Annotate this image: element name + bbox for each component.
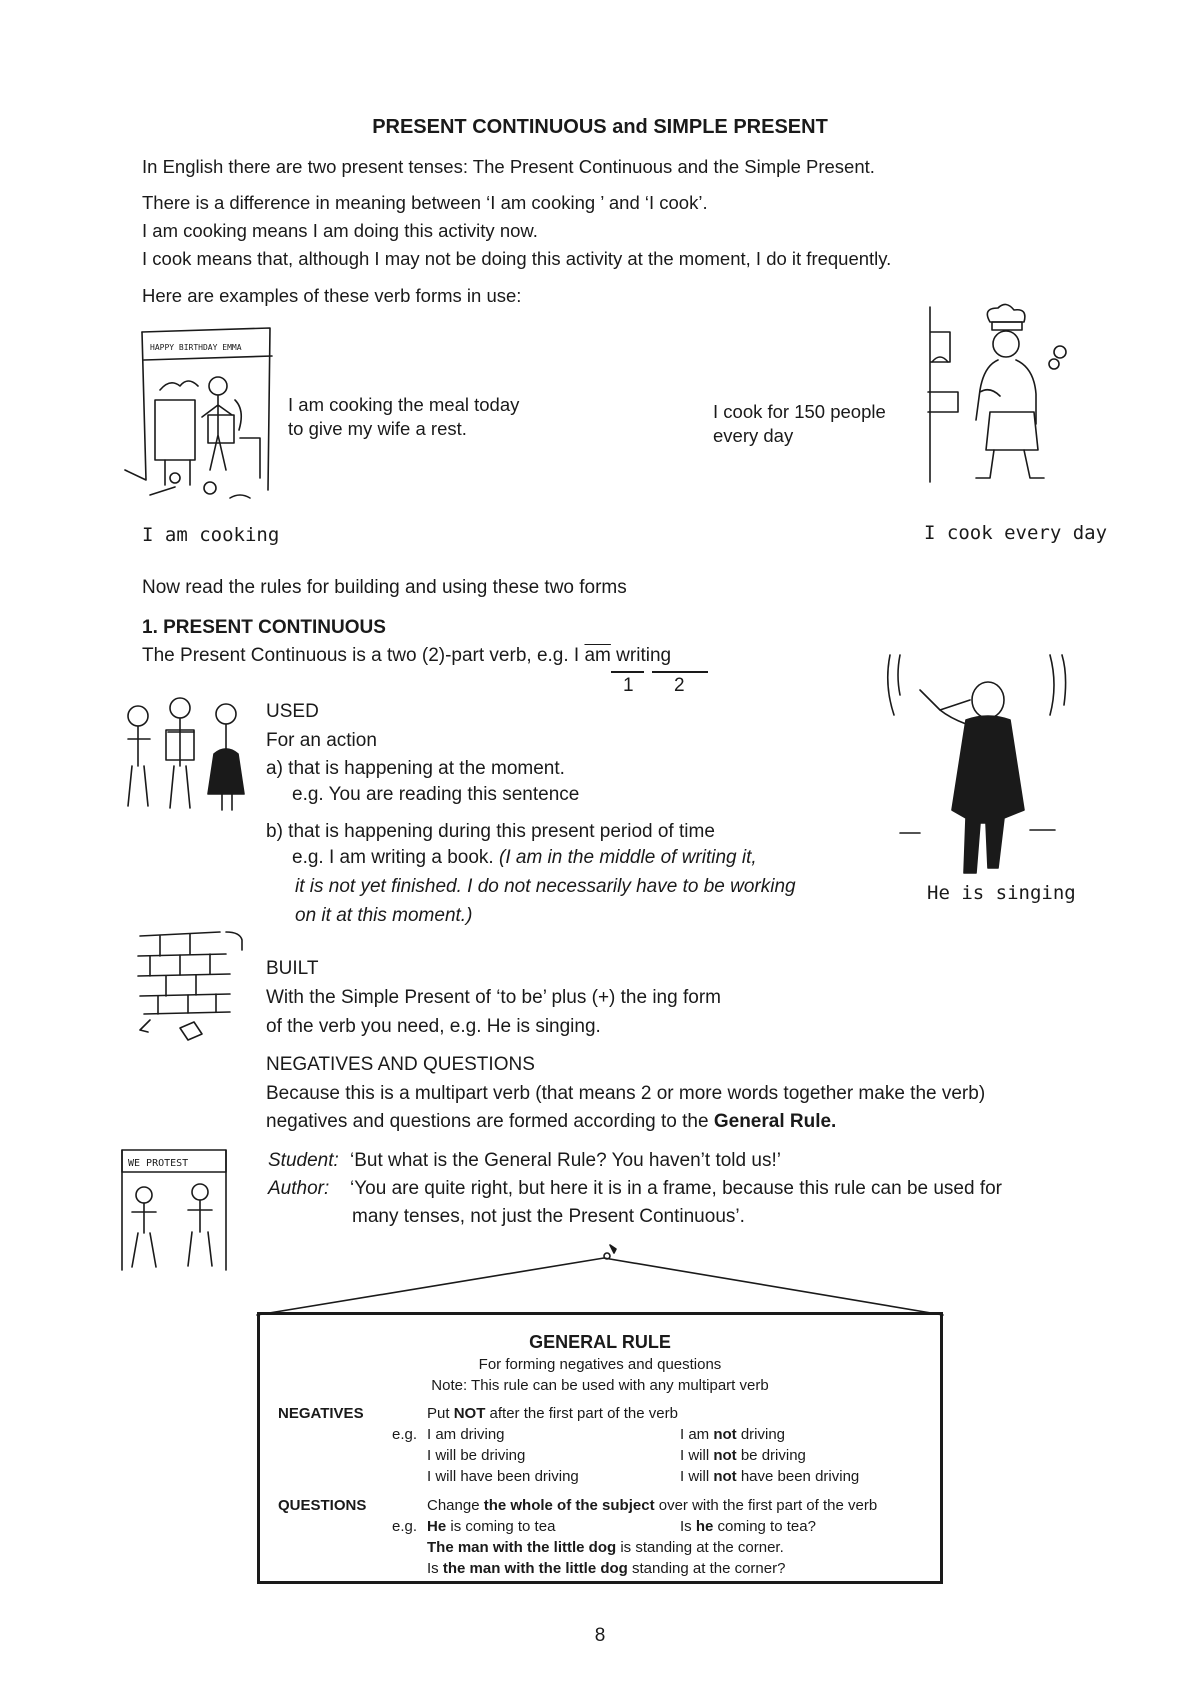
birthday-banner-text: HAPPY BIRTHDAY EMMA xyxy=(150,343,242,352)
intro-line-4: I cook means that, although I may not be doing this activity at the moment, I do it frequently. xyxy=(142,248,892,269)
neg-post: have been driving xyxy=(736,1468,860,1485)
neg-bold: not xyxy=(713,1468,737,1485)
intro-line-1: In English there are two present tenses: The Present Continuous and the Simple Present. xyxy=(142,156,875,177)
q-example-2 xyxy=(427,1538,784,1558)
q-example-1-rest: is coming to tea xyxy=(446,1518,556,1535)
intro-line-3: I am cooking means I am doing this activity now. xyxy=(142,220,538,241)
page-title: PRESENT CONTINUOUS and SIMPLE PRESENT xyxy=(372,116,828,138)
general-rule-subtitle: For forming negatives and questions xyxy=(478,1356,722,1373)
negatives-rule xyxy=(427,1404,678,1424)
neg-example-2-negated xyxy=(680,1446,806,1466)
neg-example-1-negated xyxy=(680,1425,785,1445)
neg-bold: not xyxy=(713,1447,737,1464)
neg-pre: I will xyxy=(680,1468,714,1485)
part-1-number: 1 xyxy=(623,675,634,696)
q-bold: the man with the little dog xyxy=(442,1560,628,1577)
singing-caption: He is singing xyxy=(927,882,1076,904)
questions-eg: e.g. xyxy=(392,1518,418,1535)
rules-intro: Now read the rules for building and using these two forms xyxy=(142,577,627,598)
negatives-rule-bold: NOT xyxy=(453,1405,486,1422)
used-heading: USED xyxy=(266,701,319,722)
used-intro: For an action xyxy=(266,730,377,751)
used-b-italic-3: on it at this moment.) xyxy=(295,905,473,926)
neg-example-3: I will have been driving xyxy=(427,1468,579,1485)
questions-rule-pre: Change xyxy=(427,1497,484,1514)
general-rule-reference: General Rule. xyxy=(713,1111,837,1132)
general-rule-title: GENERAL RULE xyxy=(529,1332,671,1352)
used-a-example: e.g. You are reading this sentence xyxy=(292,784,580,805)
used-b: b) that is happening during this present period of time xyxy=(266,821,715,842)
cooking-speech-2: to give my wife a rest. xyxy=(288,418,467,439)
author-text-2: many tenses, not just the Present Continuous’. xyxy=(352,1206,745,1227)
q-post: standing at the corner? xyxy=(627,1560,786,1577)
cook-speech-1: I cook for 150 people xyxy=(713,401,886,422)
part-2-number: 2 xyxy=(674,675,685,696)
used-b-italic-2: it is not yet finished. I do not necessarily have to be working xyxy=(295,876,796,897)
q-example-2-bold: The man with the little dog xyxy=(427,1539,617,1556)
nq-line-1: Because this is a multipart verb (that means 2 or more words together make the verb) xyxy=(266,1083,986,1104)
negatives-rule-post: after the first part of the verb xyxy=(485,1405,678,1422)
definition-prefix: The Present Continuous is a two (2)-part verb, e.g. I xyxy=(142,645,585,666)
section-heading: 1. PRESENT CONTINUOUS xyxy=(142,617,386,638)
definition-part-1: $\overline{am}$ xyxy=(584,645,611,666)
author-label: Author: xyxy=(268,1178,330,1199)
author-text-1: ‘You are quite right, but here it is in a frame, because this rule can be used for xyxy=(350,1178,1003,1199)
definition-part-2: writing xyxy=(616,645,672,666)
q-post: coming to tea? xyxy=(713,1518,816,1535)
neg-pre: I will xyxy=(680,1447,714,1464)
built-line-1: With the Simple Present of ‘to be’ plus (+) the ing form xyxy=(266,987,721,1008)
cook-speech-2: every day xyxy=(713,425,794,446)
negatives-eg: e.g. xyxy=(392,1426,418,1443)
neg-example-3-negated xyxy=(680,1467,859,1487)
used-b-example: e.g. I am writing a book. xyxy=(292,847,499,868)
used-a: a) that is happening at the moment. xyxy=(266,758,565,779)
questions-rule xyxy=(427,1496,877,1516)
intro-line-5: Here are examples of these verb forms in use: xyxy=(142,285,522,306)
cooking-speech-1: I am cooking the meal today xyxy=(288,394,520,415)
q-example-2-rest: is standing at the corner. xyxy=(616,1539,784,1556)
built-heading: BUILT xyxy=(266,958,319,979)
neg-example-2: I will be driving xyxy=(427,1447,526,1464)
general-rule-note: Note: This rule can be used with any multipart verb xyxy=(431,1377,769,1394)
q-pre: Is xyxy=(680,1518,696,1535)
q-example-1-question xyxy=(680,1517,816,1537)
student-label: Student: xyxy=(268,1150,339,1171)
q-example-1 xyxy=(427,1517,555,1537)
student-text: ‘But what is the General Rule? You haven’t told us!’ xyxy=(350,1150,781,1171)
used-b-example-italic: (I am in the middle of writing it, xyxy=(499,847,757,868)
neg-pre: I am xyxy=(680,1426,714,1443)
nq-heading: NEGATIVES AND QUESTIONS xyxy=(266,1054,535,1075)
neg-example-1: I am driving xyxy=(427,1426,505,1443)
cook-caption: I cook every day xyxy=(924,522,1108,544)
q-example-3 xyxy=(427,1559,785,1579)
questions-label: QUESTIONS xyxy=(278,1497,367,1514)
q-bold: he xyxy=(695,1518,714,1535)
neg-bold: not xyxy=(713,1426,737,1443)
neg-post: driving xyxy=(736,1426,786,1443)
q-example-1-bold: He xyxy=(427,1518,447,1535)
intro-line-2: There is a difference in meaning between ‘I am cooking ’ and ‘I cook’. xyxy=(142,192,708,213)
neg-post: be driving xyxy=(736,1447,806,1464)
protest-banner-text: WE PROTEST xyxy=(128,1158,189,1169)
nq-line-2-text: negatives and questions are formed according to the xyxy=(266,1111,714,1132)
negatives-rule-pre: Put xyxy=(427,1405,454,1422)
page-number: 8 xyxy=(594,1625,606,1646)
questions-rule-bold: the whole of the subject xyxy=(483,1497,655,1514)
cooking-caption: I am cooking xyxy=(142,524,280,546)
q-pre: Is xyxy=(427,1560,443,1577)
questions-rule-post: over with the first part of the verb xyxy=(654,1497,878,1514)
built-line-2: of the verb you need, e.g. He is singing. xyxy=(266,1016,601,1037)
negatives-label: NEGATIVES xyxy=(278,1405,364,1422)
